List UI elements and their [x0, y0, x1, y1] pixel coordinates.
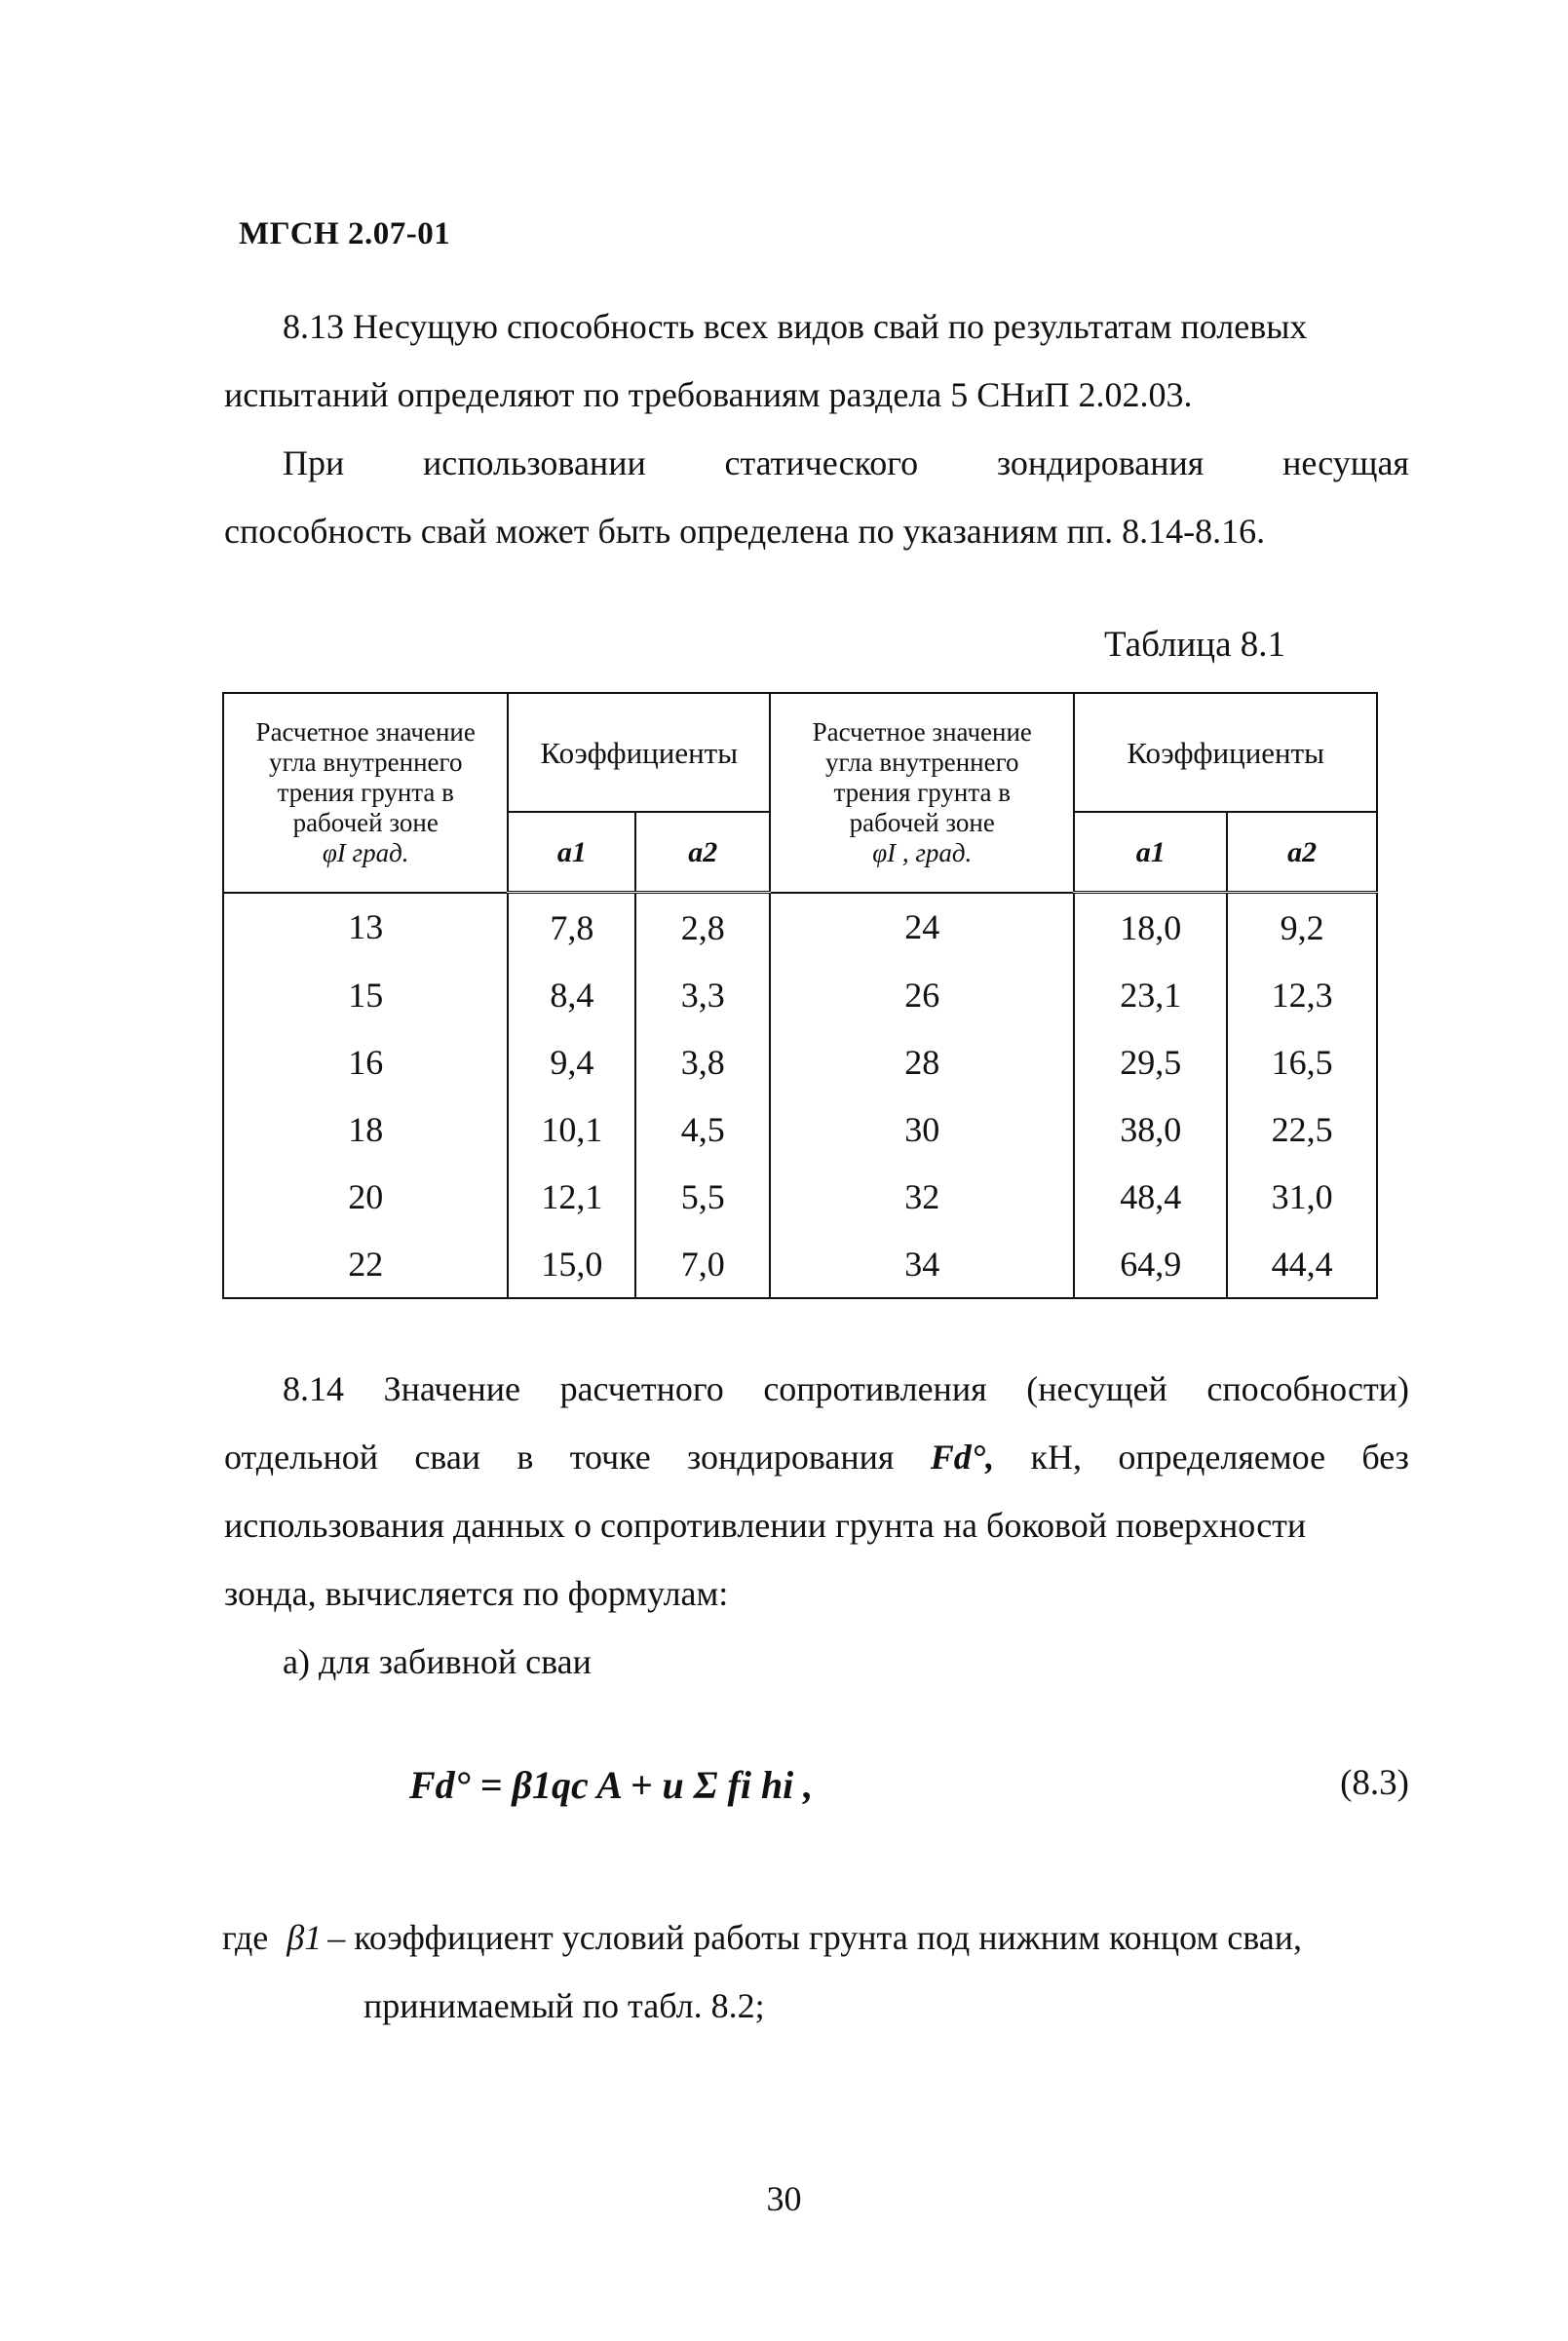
a2-left-cell: 3,8 — [635, 1028, 770, 1095]
word: точке — [569, 1438, 651, 1477]
a1-left-cell: 15,0 — [508, 1230, 635, 1298]
word: способности) — [1206, 1369, 1409, 1408]
where-line-2: принимаемый по табл. 8.2; — [363, 1986, 765, 2025]
a2-left-cell: 3,3 — [635, 961, 770, 1028]
a2-header-right: a2 — [1227, 812, 1377, 893]
word: кН, — [1030, 1438, 1083, 1477]
word: зондирования — [996, 443, 1205, 482]
header-line: угла внутреннего — [825, 747, 1019, 777]
angle-left-cell: 15 — [223, 961, 508, 1028]
word: использовании — [423, 443, 646, 482]
header-line: трения грунта в — [833, 777, 1011, 807]
a1-left-cell: 8,4 — [508, 961, 635, 1028]
coefficients-header-left: Коэффициенты — [508, 693, 770, 812]
word: отдельной — [224, 1438, 378, 1477]
a2-right-cell: 16,5 — [1227, 1028, 1377, 1095]
word: в — [516, 1438, 534, 1477]
a1-left-cell: 7,8 — [508, 893, 635, 962]
a1-header-left: a1 — [508, 812, 635, 893]
a1-right-cell: 29,5 — [1074, 1028, 1227, 1095]
angle-left-cell: 22 — [223, 1230, 508, 1298]
a2-right-cell: 12,3 — [1227, 961, 1377, 1028]
a2-left-cell: 7,0 — [635, 1230, 770, 1298]
table-row — [223, 1095, 1377, 1163]
table-row — [223, 893, 1377, 962]
a1-right-cell: 38,0 — [1074, 1095, 1227, 1163]
angle-right-cell: 28 — [770, 1028, 1074, 1095]
a2-header-left: a2 — [635, 812, 770, 893]
word: статического — [724, 443, 919, 482]
word: Значение — [383, 1369, 520, 1408]
table-body — [223, 893, 1377, 1299]
a2-right-cell: 44,4 — [1227, 1230, 1377, 1298]
table-label: Таблица 8.1 — [1104, 625, 1285, 665]
table-row — [223, 1028, 1377, 1095]
a2-right-cell: 22,5 — [1227, 1095, 1377, 1163]
word: расчетного — [559, 1369, 724, 1408]
section-8-14-line-1 — [224, 1355, 1409, 1423]
word: (несущей — [1026, 1369, 1167, 1408]
table-row — [223, 1163, 1377, 1230]
a2-right-cell: 31,0 — [1227, 1163, 1377, 1230]
word: зондирования — [687, 1438, 895, 1477]
where-definition: – коэффициент условий работы грунта под нижним концом сваи, — [327, 1918, 1302, 1957]
a1-header-right: a1 — [1074, 812, 1227, 893]
angle-left-cell: 18 — [223, 1095, 508, 1163]
angle-right-cell: 30 — [770, 1095, 1074, 1163]
angle-right-cell: 34 — [770, 1230, 1074, 1298]
angle-right-cell: 24 — [770, 893, 1074, 962]
formula-number: (8.3) — [1340, 1763, 1409, 1803]
coefficients-table — [222, 692, 1378, 1299]
a1-left-cell: 12,1 — [508, 1163, 635, 1230]
a1-left-cell: 10,1 — [508, 1095, 635, 1163]
a2-left-cell: 2,8 — [635, 893, 770, 962]
document-code: МГСН 2.07-01 — [239, 216, 451, 251]
angle-header-left — [223, 693, 508, 893]
a2-right-cell: 9,2 — [1227, 893, 1377, 962]
header-line: рабочей зоне — [292, 807, 439, 837]
resistance-symbol: Fd°, — [930, 1438, 995, 1477]
word: определяемое — [1118, 1438, 1326, 1477]
angle-left-cell: 20 — [223, 1163, 508, 1230]
beta-symbol: β1 — [287, 1918, 323, 1957]
table-row — [223, 961, 1377, 1028]
section-8-14-line-2 — [224, 1423, 1409, 1491]
header-line: угла внутреннего — [268, 747, 463, 777]
a1-right-cell: 64,9 — [1074, 1230, 1227, 1298]
coefficients-header-right: Коэффициенты — [1074, 693, 1377, 812]
word: несущая — [1282, 443, 1409, 482]
section-8-13-line-1: 8.13 Несущую способность всех видов свай по результатам полевых — [283, 307, 1308, 346]
angle-header-right — [770, 693, 1074, 893]
angle-left-cell: 16 — [223, 1028, 508, 1095]
a1-right-cell: 48,4 — [1074, 1163, 1227, 1230]
word: сопротивления — [763, 1369, 987, 1408]
table-row — [223, 1230, 1377, 1298]
a1-right-cell: 23,1 — [1074, 961, 1227, 1028]
where-prefix: где — [222, 1918, 269, 1957]
a2-left-cell: 4,5 — [635, 1095, 770, 1163]
section-8-14-line-3: использования данных о сопротивлении грунта на боковой поверхности — [224, 1506, 1307, 1545]
header-line: Расчетное значение — [255, 716, 476, 747]
section-8-13-line-2: испытаний определяют по требованиям раздела 5 СНиП 2.02.03. — [224, 375, 1193, 414]
section-8-13 — [224, 292, 1409, 565]
a1-left-cell: 9,4 — [508, 1028, 635, 1095]
section-8-14 — [224, 1355, 1409, 1696]
header-line: рабочей зоне — [849, 807, 995, 837]
angle-right-cell: 32 — [770, 1163, 1074, 1230]
angle-right-cell: 26 — [770, 961, 1074, 1028]
header-line: трения грунта в — [277, 777, 454, 807]
word: сваи — [414, 1438, 481, 1477]
a2-left-cell: 5,5 — [635, 1163, 770, 1230]
section-8-13-line-3 — [224, 429, 1409, 497]
section-8-14-item-a: а) для забивной сваи — [283, 1642, 592, 1681]
a1-right-cell: 18,0 — [1074, 893, 1227, 962]
header-line: Расчетное значение — [812, 716, 1032, 747]
section-8-13-line-4: способность свай может быть определена по указаниям пп. 8.14-8.16. — [224, 512, 1266, 551]
where-line-1 — [222, 1903, 1302, 1972]
header-unit: φI град. — [322, 837, 409, 867]
header-unit: φI , град. — [872, 837, 973, 867]
word: 8.14 — [283, 1369, 344, 1408]
section-8-14-line-4: зонда, вычисляется по формулам: — [224, 1574, 729, 1613]
formula-8-3: Fd° = β1qc A + u Σ fi hi , — [409, 1763, 814, 1807]
word: без — [1361, 1438, 1409, 1477]
word: При — [283, 443, 345, 482]
page-number: 30 — [766, 2179, 802, 2218]
angle-left-cell: 13 — [223, 893, 508, 962]
